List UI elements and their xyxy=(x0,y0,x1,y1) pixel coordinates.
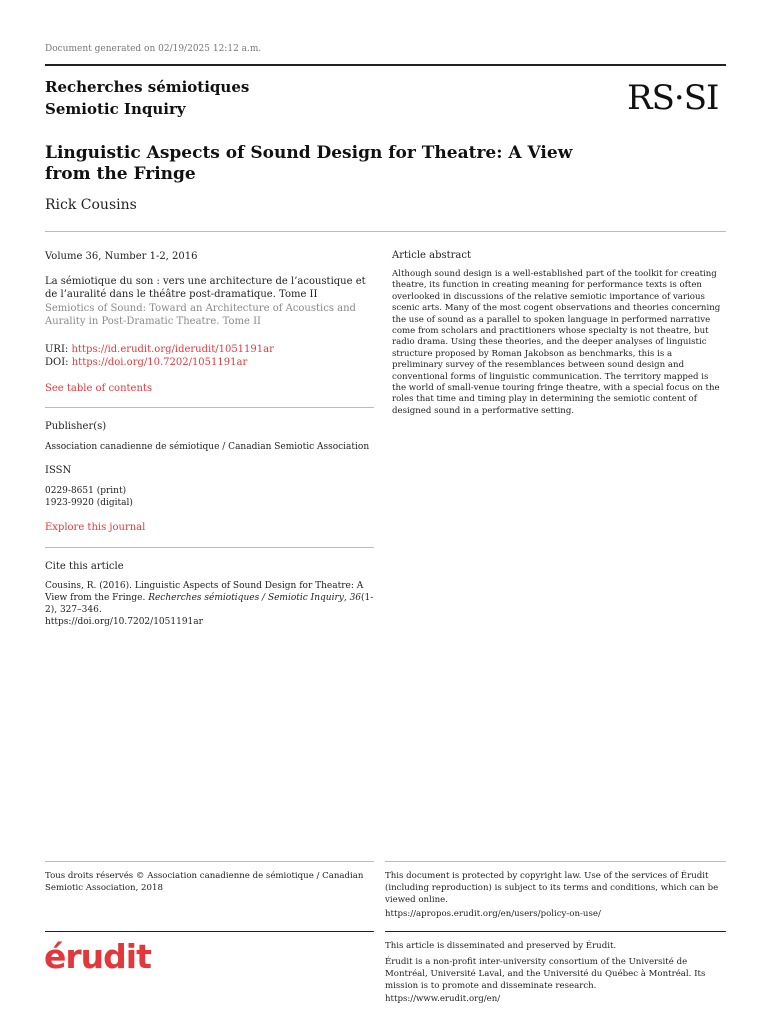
journal-name xyxy=(45,76,249,120)
issn-digital: 1923-9920 (digital) xyxy=(45,498,133,508)
cite-heading: Cite this article xyxy=(45,561,124,572)
issn-heading: ISSN xyxy=(45,465,72,476)
erudit-link[interactable]: https://www.erudit.org/en/ xyxy=(385,994,501,1004)
divider xyxy=(45,231,726,232)
policy-link[interactable]: https://apropos.erudit.org/en/users/policy-on-use/ xyxy=(385,909,601,919)
doi-label: DOI: xyxy=(45,357,69,368)
citation-journal: Recherches sémiotiques / Semiotic Inquiry xyxy=(148,593,344,603)
uri-label: URI: xyxy=(45,344,69,355)
explore-journal-link[interactable]: Explore this journal xyxy=(45,522,146,533)
article-title: Linguistic Aspects of Sound Design for Theatre: A View from the Fringe xyxy=(45,143,573,184)
footer-rule-right xyxy=(385,931,726,932)
uri-line xyxy=(45,343,375,356)
issue-title-en: Semiotics of Sound: Toward an Architecture of Acoustics and Aurality in Post-Dramatic Theatre. Tome II xyxy=(45,303,356,327)
citation-volume: 36 xyxy=(349,593,362,603)
divider xyxy=(45,547,374,548)
citation-doi[interactable]: https://doi.org/10.7202/1051191ar xyxy=(45,617,203,627)
header-rule xyxy=(45,64,726,66)
uri-link[interactable]: https://id.erudit.org/iderudit/1051191ar xyxy=(71,344,274,355)
footer-rule-left xyxy=(45,931,374,932)
rssi-logo: RS·SI xyxy=(627,78,719,118)
erudit-description: Érudit is a non-profit inter-university consortium of the Université de Montréal, Université Laval, and the Université du Québec à Montréal. Its mission is to promote and disseminate research. xyxy=(385,957,706,991)
volume: Volume 36, Number 1-2, 2016 xyxy=(45,251,198,262)
issue-title-fr: La sémiotique du son : vers une architecture de l’acoustique et de l’auralité dans le théâtre post-dramatique. Tome II xyxy=(45,276,366,300)
divider xyxy=(45,407,374,408)
journal-name-fr: Recherches sémiotiques xyxy=(45,78,250,96)
citation xyxy=(45,580,380,628)
abstract-text: Although sound design is a well-established part of the toolkit for creating theatre, its function in creating meaning for performance texts is often overlooked in discussions of the relative semiotic importance of various scenic arts. Many of the most cogent observations and theories concerning the use of sound as a parallel to spoken language in performed narrative come from scholars and practitioners whose specialty is not theatre, but radio drama. Using these theories, and the deeper analyses of linguistic structure proposed by Roman Jakobson as benchmarks, this is a preliminary survey of the resemblances between sound design and conventional forms of linguistic communication. The territory mapped is the world of small-venue touring fringe theatre, with a special focus on the roles that time and timing play in determining the semiotic content of designed sound in a performative setting. xyxy=(392,269,721,416)
doi-line xyxy=(45,356,375,369)
issn-print: 0229-8651 (print) xyxy=(45,486,127,496)
rights-statement: Tous droits réservés © Association canadienne de sémiotique / Canadian Semiotic Association, 2018 xyxy=(45,871,364,893)
generated-date: Document generated on 02/19/2025 12:12 a.m. xyxy=(45,44,262,54)
citation-text: Cousins, R. (2016). Linguistic Aspects of Sound Design for Theatre: A View from the Fringe. xyxy=(45,581,364,603)
erudit-logo[interactable]: érudit xyxy=(44,937,151,976)
article-author: Rick Cousins xyxy=(45,197,137,213)
footer-divider-left xyxy=(45,861,374,862)
footer-divider-right xyxy=(385,861,726,862)
citation-sep: , xyxy=(343,593,350,603)
toc-link[interactable]: See table of contents xyxy=(45,383,153,394)
publisher-name: Association canadienne de sémiotique / Canadian Semiotic Association xyxy=(45,442,370,452)
doi-link[interactable]: https://doi.org/10.7202/1051191ar xyxy=(71,357,248,368)
abstract-heading: Article abstract xyxy=(392,250,471,261)
copyright-notice: This document is protected by copyright law. Use of the services of Érudit (including reproduction) is subject to its terms and conditions, which can be viewed online. xyxy=(385,871,719,905)
disseminated-notice: This article is disseminated and preserved by Érudit. xyxy=(385,941,617,951)
journal-name-en: Semiotic Inquiry xyxy=(45,100,186,118)
publisher-heading: Publisher(s) xyxy=(45,421,107,432)
citation-pages: (1-2), 327–346. xyxy=(45,593,374,615)
